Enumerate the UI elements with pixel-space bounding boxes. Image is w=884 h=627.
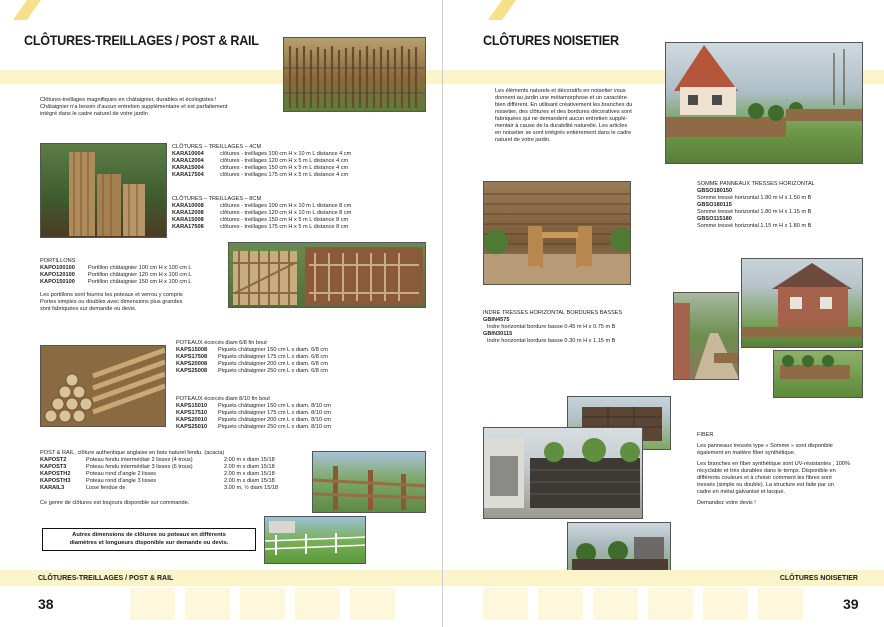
section-fiber: FIBER Les panneaux tressés type « Somme » sont disponible également en matière fiber synthétique. Les branches en fiber synthétique sont UV-résistantes , 100% récyclable et très durables dans le temps. Disponible en différents couleurs et à choisir comment les fibres sont tressés (simple ou double). La structure est faite par un cadre en métal galvanisé et lacqué. Demandez votre devis !	[697, 432, 850, 506]
decor-block	[295, 588, 340, 620]
right-page	[442, 0, 884, 627]
gate-photo	[228, 242, 426, 308]
table-row: KARAIL3 Lisse fendue de 3.00 m, ½ diam 15/18	[40, 485, 279, 491]
page-number: 38	[38, 596, 54, 612]
table-row: KAPOSTH3 Poteau rond d'angle 3 lisses 2.00 m x diam 15/18	[40, 478, 275, 484]
post-rail-field-photo	[264, 516, 366, 564]
table-row: KAPS25008 Piquets châtaignier 250 cm L x diam. 6/8 cm	[176, 368, 328, 374]
section-indre: INDRE TRESSES HORIZONTAL BORDURES BASSES GBIN4575 Indre horizontal bordure basse 0.45 m H x 0.75 m B GBIN30115 Indre horizontal bordure basse 0.30 m H x 1.15 m B	[483, 310, 623, 344]
table-row: KAPOST2 Poteau fendu intermédiair 2 lisses (4 trous) 2.00 m x diam 15/18	[40, 457, 275, 463]
page-title: CLÔTURES-TREILLAGES / POST & RAIL	[24, 32, 259, 48]
table-row: KAPO120100 Portillon châtaignier 120 cm H x 100 cm L	[40, 272, 192, 278]
list-item: Somme tressé horizontal 1.15 m H x 1.80 m B	[697, 223, 812, 229]
table-row: KARA15008 clôtures - treillages 150 cm H x 5 m L distance 8 cm	[172, 217, 349, 223]
decor-stripe	[13, 0, 41, 20]
table-row: KAPS15008 Piquets châtaignier 150 cm L x diam. 6/8 cm	[176, 347, 328, 353]
section-4cm: CLÔTURES – TREILLAGES – 4CM KARA10004 clôtures - treillages 100 cm H x 10 m L distance 4 cm KARA12004 clôtures - treillages 120 cm H x 5 m L distance 4 cm KARA15004 clôtures - treillages 150 cm H x 5 m L distance 4 cm KARA17504 clôtures - treillages 175 cm H x 5 m L distance 4 cm	[172, 144, 352, 178]
table-row: KAPS17510 Piquets châtaignier 175 cm L x diam. 8/10 cm	[176, 410, 331, 416]
decor-block	[758, 588, 803, 620]
decor-block	[703, 588, 748, 620]
decor-block	[130, 588, 175, 620]
table-row: KAPO100100 Portillon châtaignier 100 cm H x 100 cm L	[40, 265, 192, 271]
terrace-photo	[483, 181, 631, 285]
table-row: KARA10004 clôtures - treillages 100 cm H x 10 m L distance 4 cm	[172, 151, 352, 157]
fence-photo	[283, 37, 426, 112]
page-title: CLÔTURES NOISETIER	[483, 32, 619, 48]
section-8cm: CLÔTURES – TREILLAGES – 8CM KARA10008 clôtures - treillages 100 cm H x 10 m L distance 8 cm KARA12008 clôtures - treillages 120 cm H x 10 m L distance 8 cm KARA15008 clôtures - treillages 150 cm H x 5 m L distance 8 cm KARA17508 clôtures - treillages 175 cm H x 5 m L distance 8 cm	[172, 196, 352, 230]
decor-block	[350, 588, 395, 620]
list-item: Indre horizontal bordure basse 0.45 m H x 0.75 m B	[487, 324, 616, 330]
table-row: KAPOST3 Poteau fendu intermédiair 3 lisses (6 trous) 2.00 m x diam 15/18	[40, 464, 275, 470]
decor-block	[185, 588, 230, 620]
decor-block	[538, 588, 583, 620]
garden-path-photo	[673, 292, 739, 380]
table-row: KAPO150100 Portillon châtaignier 150 cm H x 100 cm L	[40, 279, 192, 285]
intro-text: Clôtures-treillages magnifiques en châtaignier, durables et écologistes ! Châtaignier n'a besoin d'aucun entretien supplémentaire et est parfaitement intégré dans le cadre naturel de votre jardin	[40, 97, 228, 117]
list-item: Indre horizontal bordure basse 0.30 m H x 1.15 m B	[487, 338, 616, 344]
footer-label: CLÔTURES NOISETIER	[779, 575, 858, 582]
border-photo	[773, 350, 863, 398]
table-row: KAPOSTH2 Poteau rond d'angle 2 lisses 2.00 m x diam 15/18	[40, 471, 275, 477]
fiber-wall-photo	[483, 427, 643, 519]
decor-block	[593, 588, 638, 620]
decor-block	[240, 588, 285, 620]
section-poteaux-810: POTEAUX écorcés diam 8/10 fin bout KAPS15010 Piquets châtaignier 150 cm L x diam. 8/10 cm KAPS17510 Piquets châtaignier 175 cm L x diam. 8/10 cm KAPS20010 Piquets châtaignier 200 cm L x diam. 8/10 cm KAPS25010 Piquets châtaignier 250 cm L x diam. 8/10 cm	[176, 396, 331, 430]
house-garden-photo	[665, 42, 863, 164]
decor-block	[483, 588, 528, 620]
section-post-rail: POST & RAIL, clôture authentique anglaise en bois naturel fendu. (acacia) KAPOST2 Poteau fendu intermédiair 2 lisses (4 trous) 2.00 m x diam 15/18 KAPOST3 Poteau fendu intermédiair 3 lisses (6 trous) 2.00 m x diam 15/18 KAPOSTH2 Poteau rond d'angle 2 lisses 2.00 m x diam 15/18 KAPOSTH3 Poteau rond d'angle 3 lisses 2.00 m x diam 15/18 KARAIL3 Lisse fendue de 3.00 m, ½ diam 15/18 Ce genre de clôtures est toujours disponible sur commande.	[40, 450, 310, 507]
table-row: KARA12008 clôtures - treillages 120 cm H x 10 m L distance 8 cm	[172, 210, 352, 216]
fence-rolls-photo	[40, 143, 167, 238]
section-poteaux-68: POTEAUX écorcés diam 6/8 fin bout KAPS15008 Piquets châtaignier 150 cm L x diam. 6/8 cm KAPS17508 Piquets châtaignier 175 cm L x diam. 6/8 cm KAPS20008 Piquets châtaignier 200 cm L x diam. 6/8 cm KAPS25008 Piquets châtaignier 250 cm L x diam. 6/8 cm	[176, 340, 328, 374]
table-row: KAPS15010 Piquets châtaignier 150 cm L x diam. 8/10 cm	[176, 403, 331, 409]
page-number: 39	[843, 596, 859, 612]
table-row: KAPS20010 Piquets châtaignier 200 cm L x diam. 8/10 cm	[176, 417, 331, 423]
section-somme: SOMME PANNEAUX TRESSES HORIZONTAL GBSO180150 Somme tressé horizontal 1.80 m H x 1.50 m B GBSO180115 Somme tressé horizontal 1.80 m H x 1.15 m B GBSO115180 Somme tressé horizontal 1.15 m H x 1.80 m B	[697, 181, 815, 229]
footer-label: CLÔTURES-TREILLAGES / POST & RAIL	[38, 575, 174, 582]
post-rail-photo	[312, 451, 426, 513]
availability-note: Autres dimensions de clôtures ou poteaux en différents diamètres et longueurs disponible sur demande ou devis.	[42, 528, 256, 551]
decor-stripe	[488, 0, 516, 20]
table-row: KAPS17508 Piquets châtaignier 175 cm L x diam. 6/8 cm	[176, 354, 328, 360]
table-row: KARA17504 clôtures - treillages 175 cm H x 5 m L distance 4 cm	[172, 172, 349, 178]
brick-house-photo	[741, 258, 863, 348]
intro-text: Les éléments naturels et décoratifs en noisetier vous donnent au jardin une métamorphose et un caractère bien différent. En utilisant créativement les branches du noisetier, des clôtures et des bordures décoratives sont fabriquées qui ne demandent aucun entretien supplé- mentair à cause de la durabilité naturelle. Les articles en noisetier se sont intégrés entièrement dans le cadre naturel de votre jardin.	[495, 88, 633, 143]
table-row: KARA10008 clôtures - treillages 100 cm H x 10 m L distance 8 cm	[172, 203, 352, 209]
table-row: KAPS25010 Piquets châtaignier 250 cm L x diam. 8/10 cm	[176, 424, 331, 430]
table-row: KARA15004 clôtures - treillages 150 cm H x 5 m L distance 4 cm	[172, 165, 349, 171]
decor-block	[648, 588, 693, 620]
section-portillons: PORTILLONS KAPO100100 Portillon châtaignier 100 cm H x 100 cm L KAPO120100 Portillon châtaignier 120 cm H x 100 cm L KAPO150100 Portillon châtaignier 150 cm H x 100 cm L Les portillons sont fournis les poteaux et verrou y compris Portes simples ou doubles avec dimensions plus grandes sont fabriquées sur demande ou devis.	[40, 258, 192, 312]
table-row: KARA12004 clôtures - treillages 120 cm H x 5 m L distance 4 cm	[172, 158, 349, 164]
poles-photo	[40, 345, 166, 427]
table-row: KARA17508 clôtures - treillages 175 cm H x 5 m L distance 8 cm	[172, 224, 349, 230]
list-item: Somme tressé horizontal 1.80 m H x 1.50 m B	[697, 195, 812, 201]
table-row: KAPS20008 Piquets châtaignier 200 cm L x diam. 6/8 cm	[176, 361, 328, 367]
list-item: Somme tressé horizontal 1.80 m H x 1.15 m B	[697, 209, 812, 215]
